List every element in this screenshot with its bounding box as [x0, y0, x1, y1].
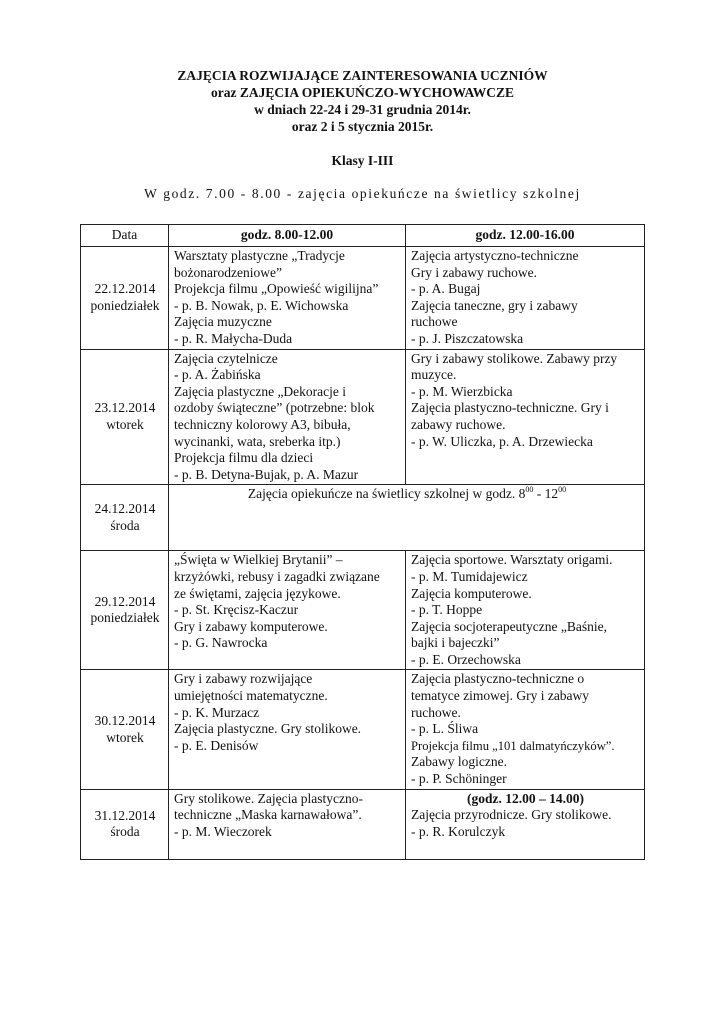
activity-line: - p. M. Tumidajewicz — [411, 568, 528, 584]
activity-line: - p. R. Korulczyk — [411, 823, 506, 839]
afternoon-activities — [406, 789, 645, 859]
morning-activities — [169, 349, 406, 485]
activity-line: - p. A. Żabińska — [174, 367, 261, 383]
activity-line: ze świętami, zajęcia językowe. — [174, 585, 341, 601]
date-cell — [81, 789, 169, 859]
activity-line: ruchowe. — [411, 704, 461, 720]
date-cell — [81, 551, 169, 670]
activity-line: Zabawy logiczne. — [411, 754, 507, 770]
activity-line: - p. M. Wieczorek — [174, 823, 272, 839]
activity-line: - p. St. Kręcisz-Kaczur — [174, 602, 299, 618]
activity-line: Projekcja filmu „Opowieść wigilijna” — [174, 281, 379, 297]
document-title — [0, 67, 725, 135]
activity-line: muzyce. — [411, 367, 457, 383]
schedule-table — [80, 224, 645, 860]
time-separator: - 12 — [533, 486, 559, 502]
activity-line: Gry i zabawy ruchowe. — [411, 264, 537, 280]
activity-line: - p. P. Schöninger — [411, 771, 507, 787]
activity-line: Zajęcia socjoterapeutyczne „Baśnie, — [411, 618, 608, 634]
title-line-3: w dniach 22-24 i 29-31 grudnia 2014r. — [254, 102, 471, 117]
activity-line: Zajęcia taneczne, gry i zabawy — [411, 297, 578, 313]
activity-line: Zajęcia komputerowe. — [411, 585, 532, 601]
activity-line: Zajęcia czytelnicze — [174, 350, 278, 366]
activity-line: Projekcja filmu dla dzieci — [174, 450, 314, 466]
activity-line: Zajęcia muzyczne — [174, 314, 272, 330]
date: 31.12.2014 — [94, 807, 156, 823]
activity-line: - p. B. Detyna-Bujak, p. A. Mazur — [174, 466, 359, 482]
activity-line: Zajęcia plastyczne „Dekoracje i — [174, 383, 347, 399]
activity-line: Zajęcia artystyczno-techniczne — [411, 248, 579, 263]
early-care-note: W godz. 7.00 - 8.00 - zajęcia opiekuńcze na świetlicy szkolnej — [144, 186, 581, 201]
date: 30.12.2014 — [94, 712, 156, 728]
time-superscript: 00 — [525, 485, 534, 495]
weekday: wtorek — [106, 416, 144, 432]
morning-activities — [169, 551, 406, 670]
table-row — [81, 349, 645, 485]
afternoon-activities — [406, 349, 645, 485]
activity-line: - p. L. Śliwa — [411, 721, 479, 737]
date-cell — [81, 670, 169, 789]
table-row — [81, 670, 645, 789]
date: 23.12.2014 — [94, 400, 156, 416]
activity-line: - p. T. Hoppe — [411, 602, 483, 618]
title-line-4: oraz 2 i 5 stycznia 2015r. — [291, 119, 434, 134]
activity-line: - p. E. Orzechowska — [411, 651, 521, 667]
date-cell — [81, 349, 169, 485]
all-day-text: Zajęcia opiekuńcze na świetlicy szkolnej w godz. 8 — [247, 486, 526, 502]
activity-line: - p. R. Małycha-Duda — [174, 330, 293, 346]
afternoon-activities — [406, 247, 645, 350]
activity-line: ozdoby świąteczne” (potrzebne: blok — [174, 400, 375, 416]
activity-line: - p. W. Uliczka, p. A. Drzewiecka — [411, 433, 593, 449]
activity-line: bożonarodzeniowe” — [174, 264, 282, 280]
activity-line: techniczne „Maska karnawałowa”. — [174, 807, 362, 823]
date-cell — [81, 247, 169, 350]
activity-line: Zajęcia plastyczno-techniczne o — [411, 671, 585, 687]
morning-activities — [169, 247, 406, 350]
afternoon-time-range: (godz. 12.00 – 14.00) — [467, 790, 584, 806]
activity-line: ruchowe — [411, 314, 458, 330]
weekday: poniedziałek — [90, 610, 160, 626]
date: 29.12.2014 — [94, 593, 156, 609]
activity-line: - p. G. Nawrocka — [174, 635, 268, 651]
activity-line: Zajęcia plastyczne. Gry stolikowe. — [174, 721, 362, 737]
morning-activities — [169, 789, 406, 859]
table-row — [81, 247, 645, 350]
activity-line: Gry i zabawy stolikowe. Zabawy przy — [411, 350, 618, 366]
activity-line: bajki i bajeczki” — [411, 635, 500, 651]
date: 24.12.2014 — [94, 501, 156, 517]
table-row — [81, 485, 645, 551]
morning-activities — [169, 670, 406, 789]
activity-line: Projekcja filmu „101 dalmatyńczyków”. — [411, 738, 615, 753]
activity-line: Warsztaty plastyczne „Tradycje — [174, 248, 345, 263]
activity-line: krzyżówki, rebusy i zagadki związane — [174, 568, 380, 584]
activity-line: - p. M. Wierzbicka — [411, 383, 513, 399]
activity-line: Zajęcia plastyczno-techniczne. Gry i — [411, 400, 609, 416]
weekday: wtorek — [106, 729, 144, 745]
column-header-afternoon: godz. 12.00-16.00 — [406, 225, 645, 247]
date-cell — [81, 485, 169, 551]
column-header-date: Data — [81, 225, 169, 247]
activity-line: - p. E. Denisów — [174, 737, 259, 753]
date: 22.12.2014 — [94, 281, 156, 297]
activity-line: zabawy ruchowe. — [411, 416, 506, 432]
weekday: poniedziałek — [90, 297, 160, 313]
table-row — [81, 789, 645, 859]
activity-line: umiejętności matematyczne. — [174, 688, 328, 704]
activity-line: wycinanki, wata, sreberka itp.) — [174, 433, 341, 449]
afternoon-activities — [406, 670, 645, 789]
activity-line: - p. B. Nowak, p. E. Wichowska — [174, 297, 349, 313]
title-line-1: ZAJĘCIA ROZWIJAJĄCE ZAINTERESOWANIA UCZNIÓW — [177, 68, 548, 83]
activity-line: - p. J. Piszczatowska — [411, 330, 524, 346]
table-row — [81, 551, 645, 670]
activity-line: Gry i zabawy komputerowe. — [174, 618, 328, 634]
activity-line: techniczny kolorowy A3, bibuła, — [174, 416, 351, 432]
column-header-morning: godz. 8.00-12.00 — [169, 225, 406, 247]
weekday: środa — [110, 824, 140, 840]
activity-line: Zajęcia sportowe. Warsztaty origami. — [411, 552, 613, 568]
afternoon-activities — [406, 551, 645, 670]
activity-line: tematyce zimowej. Gry i zabawy — [411, 688, 590, 704]
all-day-activity — [169, 485, 645, 551]
activity-line: - p. K. Murzacz — [174, 704, 260, 720]
activity-line: „Święta w Wielkiej Brytanii” – — [174, 552, 343, 568]
activity-line: Gry i zabawy rozwijające — [174, 671, 313, 687]
title-line-2: oraz ZAJĘCIA OPIEKUŃCZO-WYCHOWAWCZE — [210, 85, 515, 100]
weekday: środa — [110, 517, 140, 533]
activity-line: Zajęcia przyrodnicze. Gry stolikowe. — [411, 807, 612, 823]
activity-line: Gry stolikowe. Zajęcia plastyczno- — [174, 790, 363, 806]
classes-heading: Klasy I-III — [331, 153, 394, 168]
table-header-row — [81, 225, 645, 247]
time-superscript: 00 — [558, 485, 567, 495]
activity-line: - p. A. Bugaj — [411, 281, 481, 297]
